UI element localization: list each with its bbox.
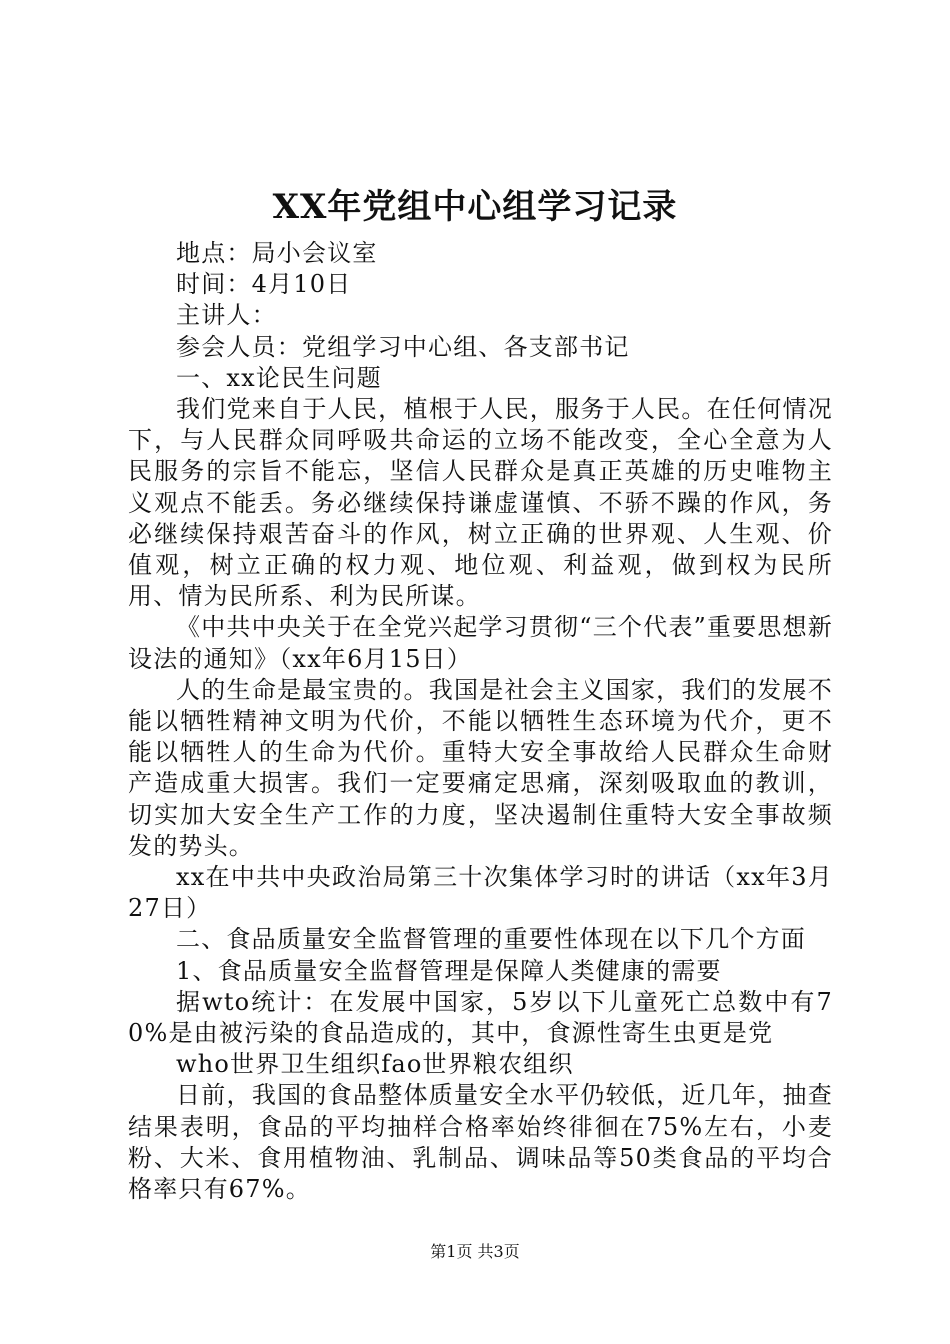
paragraph-time: 时间：4月10日 [176, 270, 352, 299]
paragraph: who世界卫生组织fao世界粮农组织 [176, 1050, 574, 1079]
paragraph-speaker: 主讲人： [176, 301, 277, 330]
subsection-heading-1: 1、食品质量安全监督管理是保障人类健康的需要 [176, 956, 722, 985]
document-title: XX年党组中心组学习记录 [272, 187, 678, 227]
paragraph: 据wto统计：在发展中国家，5岁以下儿童死亡总数中有70%是由被污染的食品造成的，其中，食源性寄生虫更是党 [128, 987, 833, 1048]
paragraph-location: 地点：局小会议室 [176, 239, 378, 267]
section-heading-1: 一、xx论民生问题 [176, 363, 382, 392]
paragraph: 我们党来自于人民，植根于人民，服务于人民。在任何情况下，与人民群众同呼吸共命运的立场不能改变，全心全意为人民服务的宗旨不能忘，坚信人民群众是真正英雄的历史唯物主义观点不能丢。务必继续保持谦虚谨慎、不骄不躁的作风，务必继续保持艰苦奋斗的作风，树立正确的世界观、人生观、价值观，树立正确的权力观、地位观、利益观，做到权为民所用、情为民所系、利为民所谋。 [128, 395, 833, 611]
paragraph: 日前，我国的食品整体质量安全水平仍较低，近几年，抽查结果表明，食品的平均抽样合格率始终徘徊在75%左右，小麦粉、大米、食用植物油、乳制品、调味品等50类食品的平均合格率只有67%。 [128, 1081, 833, 1204]
paragraph-citation: xx在中共中央政治局第三十次集体学习时的讲话（xx年3月27日） [128, 863, 833, 923]
paragraph: 人的生命是最宝贵的。我国是社会主义国家，我们的发展不能以牺牲精神文明为代价，不能以牺牲生态环境为代介，更不能以牺牲人的生命为代价。重特大安全事故给人民群众生命财产造成重大损害。我们一定要痛定思痛，深刻吸取血的教训，切实加大安全生产工作的力度，坚决遏制住重特大安全事故频发的势头。 [128, 675, 833, 860]
page-footer: 第1页 共3页 [430, 1242, 520, 1261]
paragraph-attendees: 参会人员：党组学习中心组、各支部书记 [176, 332, 630, 361]
document-body [128, 238, 833, 1205]
section-heading-2: 二、食品质量安全监督管理的重要性体现在以下几个方面 [176, 925, 806, 954]
paragraph-citation: 《中共中央关于在全党兴起学习贯彻“三个代表”重要思想新设法的通知》（xx年6月15日） [128, 613, 833, 673]
